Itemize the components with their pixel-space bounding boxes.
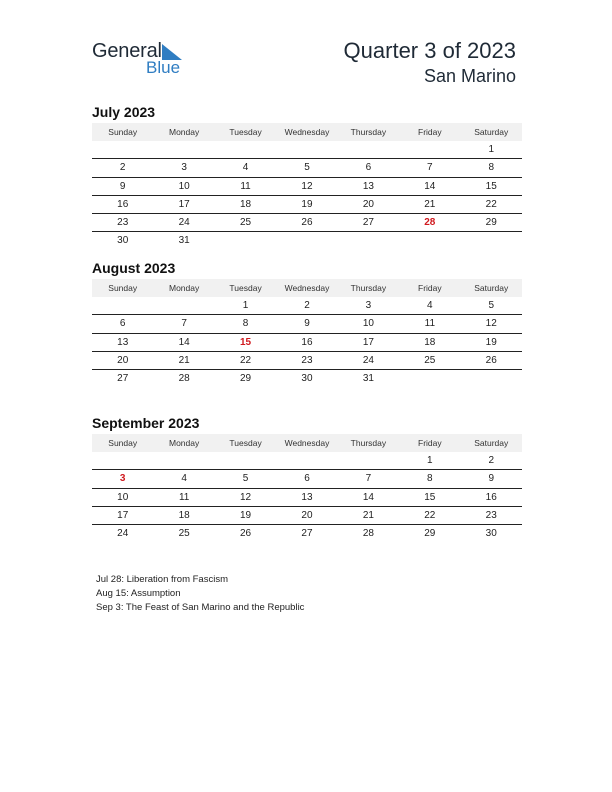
month-september [92,414,522,542]
day-cell: 22 [239,354,252,366]
day-cell: 17 [362,336,374,348]
weekday-label: Tuesday [229,127,262,137]
day-cell: 12 [239,491,252,503]
day-cell: 6 [304,473,310,485]
week-row [92,334,522,352]
day-cell: 13 [117,336,129,348]
day-cell: 3 [365,300,372,311]
weekday-header-row [92,279,522,297]
day-cell [92,297,153,314]
day-cell [92,141,153,158]
holiday-day-cell: 28 [424,217,436,229]
day-cell: 20 [117,354,129,366]
holiday-note: Jul 28: Liberation from Fascism [96,574,228,585]
day-cell: 31 [362,373,374,385]
day-cell [276,141,337,158]
day-cell: 27 [117,373,129,385]
day-cell: 21 [362,509,374,521]
day-cell [338,452,399,469]
weekday-label: Sunday [108,283,138,293]
week-row [92,178,522,196]
day-cell: 21 [178,354,190,366]
day-cell: 1 [242,300,249,311]
day-cell: 9 [488,473,495,485]
day-cell: 1 [488,144,495,155]
day-cell: 4 [242,162,249,174]
day-cell: 10 [178,180,190,192]
weekday-label: Wednesday [284,127,330,137]
weekday-label: Tuesday [229,283,262,293]
weekday-label: Thursday [350,438,387,448]
week-row [92,214,522,232]
day-cell: 3 [181,162,187,174]
day-cell [92,452,153,469]
day-cell: 9 [119,180,126,192]
day-cell: 31 [178,235,190,247]
weekday-label: Saturday [474,127,509,137]
day-cell: 22 [424,509,436,521]
weekday-label: Wednesday [284,283,330,293]
day-cell: 14 [362,491,374,503]
day-cell: 11 [424,318,436,330]
week-row [92,315,522,333]
day-cell [215,452,276,469]
day-cell [461,232,522,249]
day-cell: 30 [117,235,129,247]
day-cell: 17 [117,509,129,521]
day-cell: 24 [117,528,129,540]
day-cell: 25 [178,528,190,540]
weekday-header-row [92,123,522,141]
day-cell: 24 [362,354,374,366]
day-cell: 21 [424,198,436,210]
week-row [92,452,522,470]
day-cell: 28 [178,373,190,385]
page-title: Quarter 3 of 2023 [343,38,516,63]
day-cell: 7 [365,473,372,485]
day-cell [399,370,460,387]
day-cell: 25 [424,354,436,366]
holiday-note: Aug 15: Assumption [96,588,181,599]
day-cell: 2 [119,162,126,174]
day-cell: 13 [362,180,374,192]
day-cell [153,297,214,314]
day-cell: 8 [488,162,495,174]
day-cell: 4 [427,300,433,311]
day-cell: 7 [181,318,187,330]
holiday-day-cell: 15 [239,336,252,348]
day-cell: 9 [304,318,310,330]
day-cell: 12 [301,180,313,192]
day-cell: 23 [485,509,497,521]
day-cell: 24 [178,217,190,229]
week-row [92,352,522,370]
day-cell: 8 [242,318,249,330]
day-cell: 29 [485,217,497,229]
week-row [92,525,522,542]
day-cell: 29 [424,528,436,540]
day-cell: 4 [181,473,187,485]
weekday-label: Thursday [350,283,387,293]
day-cell: 2 [488,455,495,466]
month-august [92,259,522,387]
day-cell: 17 [178,198,190,210]
day-cell: 5 [488,300,495,311]
day-cell: 27 [362,217,374,229]
day-cell: 8 [427,473,433,485]
weekday-label: Sunday [108,438,138,448]
day-cell: 28 [362,528,374,540]
day-cell [276,232,337,249]
generalblue-logo [92,40,192,80]
day-cell: 29 [239,373,252,385]
day-cell: 7 [427,162,433,174]
day-cell: 10 [362,318,374,330]
day-cell: 18 [178,509,190,521]
weekday-label: Monday [169,283,200,293]
week-row [92,297,522,315]
day-cell: 20 [301,509,313,521]
day-cell: 26 [485,354,497,366]
week-row [92,232,522,249]
day-cell [215,141,276,158]
day-cell: 15 [485,180,497,192]
day-cell [215,232,276,249]
day-cell: 20 [362,198,374,210]
week-row [92,507,522,525]
day-cell: 18 [239,198,252,210]
weekday-label: Friday [418,283,442,293]
holiday-day-cell: 3 [119,473,126,485]
weekday-label: Tuesday [229,438,262,448]
day-cell: 12 [485,318,497,330]
week-row [92,489,522,507]
day-cell: 6 [119,318,126,330]
day-cell: 11 [240,180,251,192]
day-cell [399,232,460,249]
day-cell: 26 [301,217,313,229]
day-cell: 13 [301,491,313,503]
day-cell [399,141,460,158]
day-cell [153,141,214,158]
day-cell: 23 [117,217,129,229]
day-cell [338,232,399,249]
day-cell: 16 [117,198,129,210]
day-cell: 16 [485,491,497,503]
weekday-label: Saturday [474,438,509,448]
weekday-label: Sunday [108,127,138,137]
weekday-label: Saturday [474,283,509,293]
week-row [92,470,522,488]
weekday-label: Friday [418,127,442,137]
week-row [92,370,522,387]
logo-blue-text: Blue [146,58,181,77]
weekday-header-row [92,434,522,452]
day-cell: 16 [301,336,313,348]
week-row [92,159,522,177]
day-cell: 15 [424,491,436,503]
day-cell: 27 [301,528,313,540]
day-cell: 30 [485,528,497,540]
day-cell: 22 [485,198,497,210]
day-cell: 19 [301,198,313,210]
day-cell: 6 [365,162,372,174]
day-cell: 11 [178,491,190,503]
holiday-note: Sep 3: The Feast of San Marino and the Republic [96,602,305,613]
logo-general-text: General [92,40,162,62]
month-title: July 2023 [92,104,156,120]
day-cell: 5 [242,473,249,485]
weekday-label: Monday [169,127,200,137]
day-cell: 10 [117,491,129,503]
weekday-label: Friday [418,438,442,448]
day-cell: 19 [485,336,497,348]
holiday-notes [96,573,304,615]
day-cell: 26 [239,528,252,540]
week-row [92,141,522,159]
day-cell: 5 [304,162,310,174]
day-cell [461,370,522,387]
month-title: August 2023 [92,260,176,276]
page-subtitle: San Marino [423,66,516,86]
weekday-label: Wednesday [284,438,330,448]
day-cell [338,141,399,158]
week-row [92,196,522,214]
weekday-label: Monday [169,438,200,448]
day-cell: 1 [427,455,433,466]
day-cell: 25 [239,217,252,229]
day-cell: 30 [301,373,313,385]
day-cell [153,452,214,469]
month-title: September 2023 [92,415,200,431]
day-cell: 2 [304,300,310,311]
day-cell: 14 [424,180,436,192]
day-cell: 19 [239,509,252,521]
day-cell: 14 [178,336,190,348]
day-cell: 18 [424,336,436,348]
day-cell [276,452,337,469]
day-cell: 23 [301,354,313,366]
weekday-label: Thursday [350,127,387,137]
month-july [92,103,522,250]
